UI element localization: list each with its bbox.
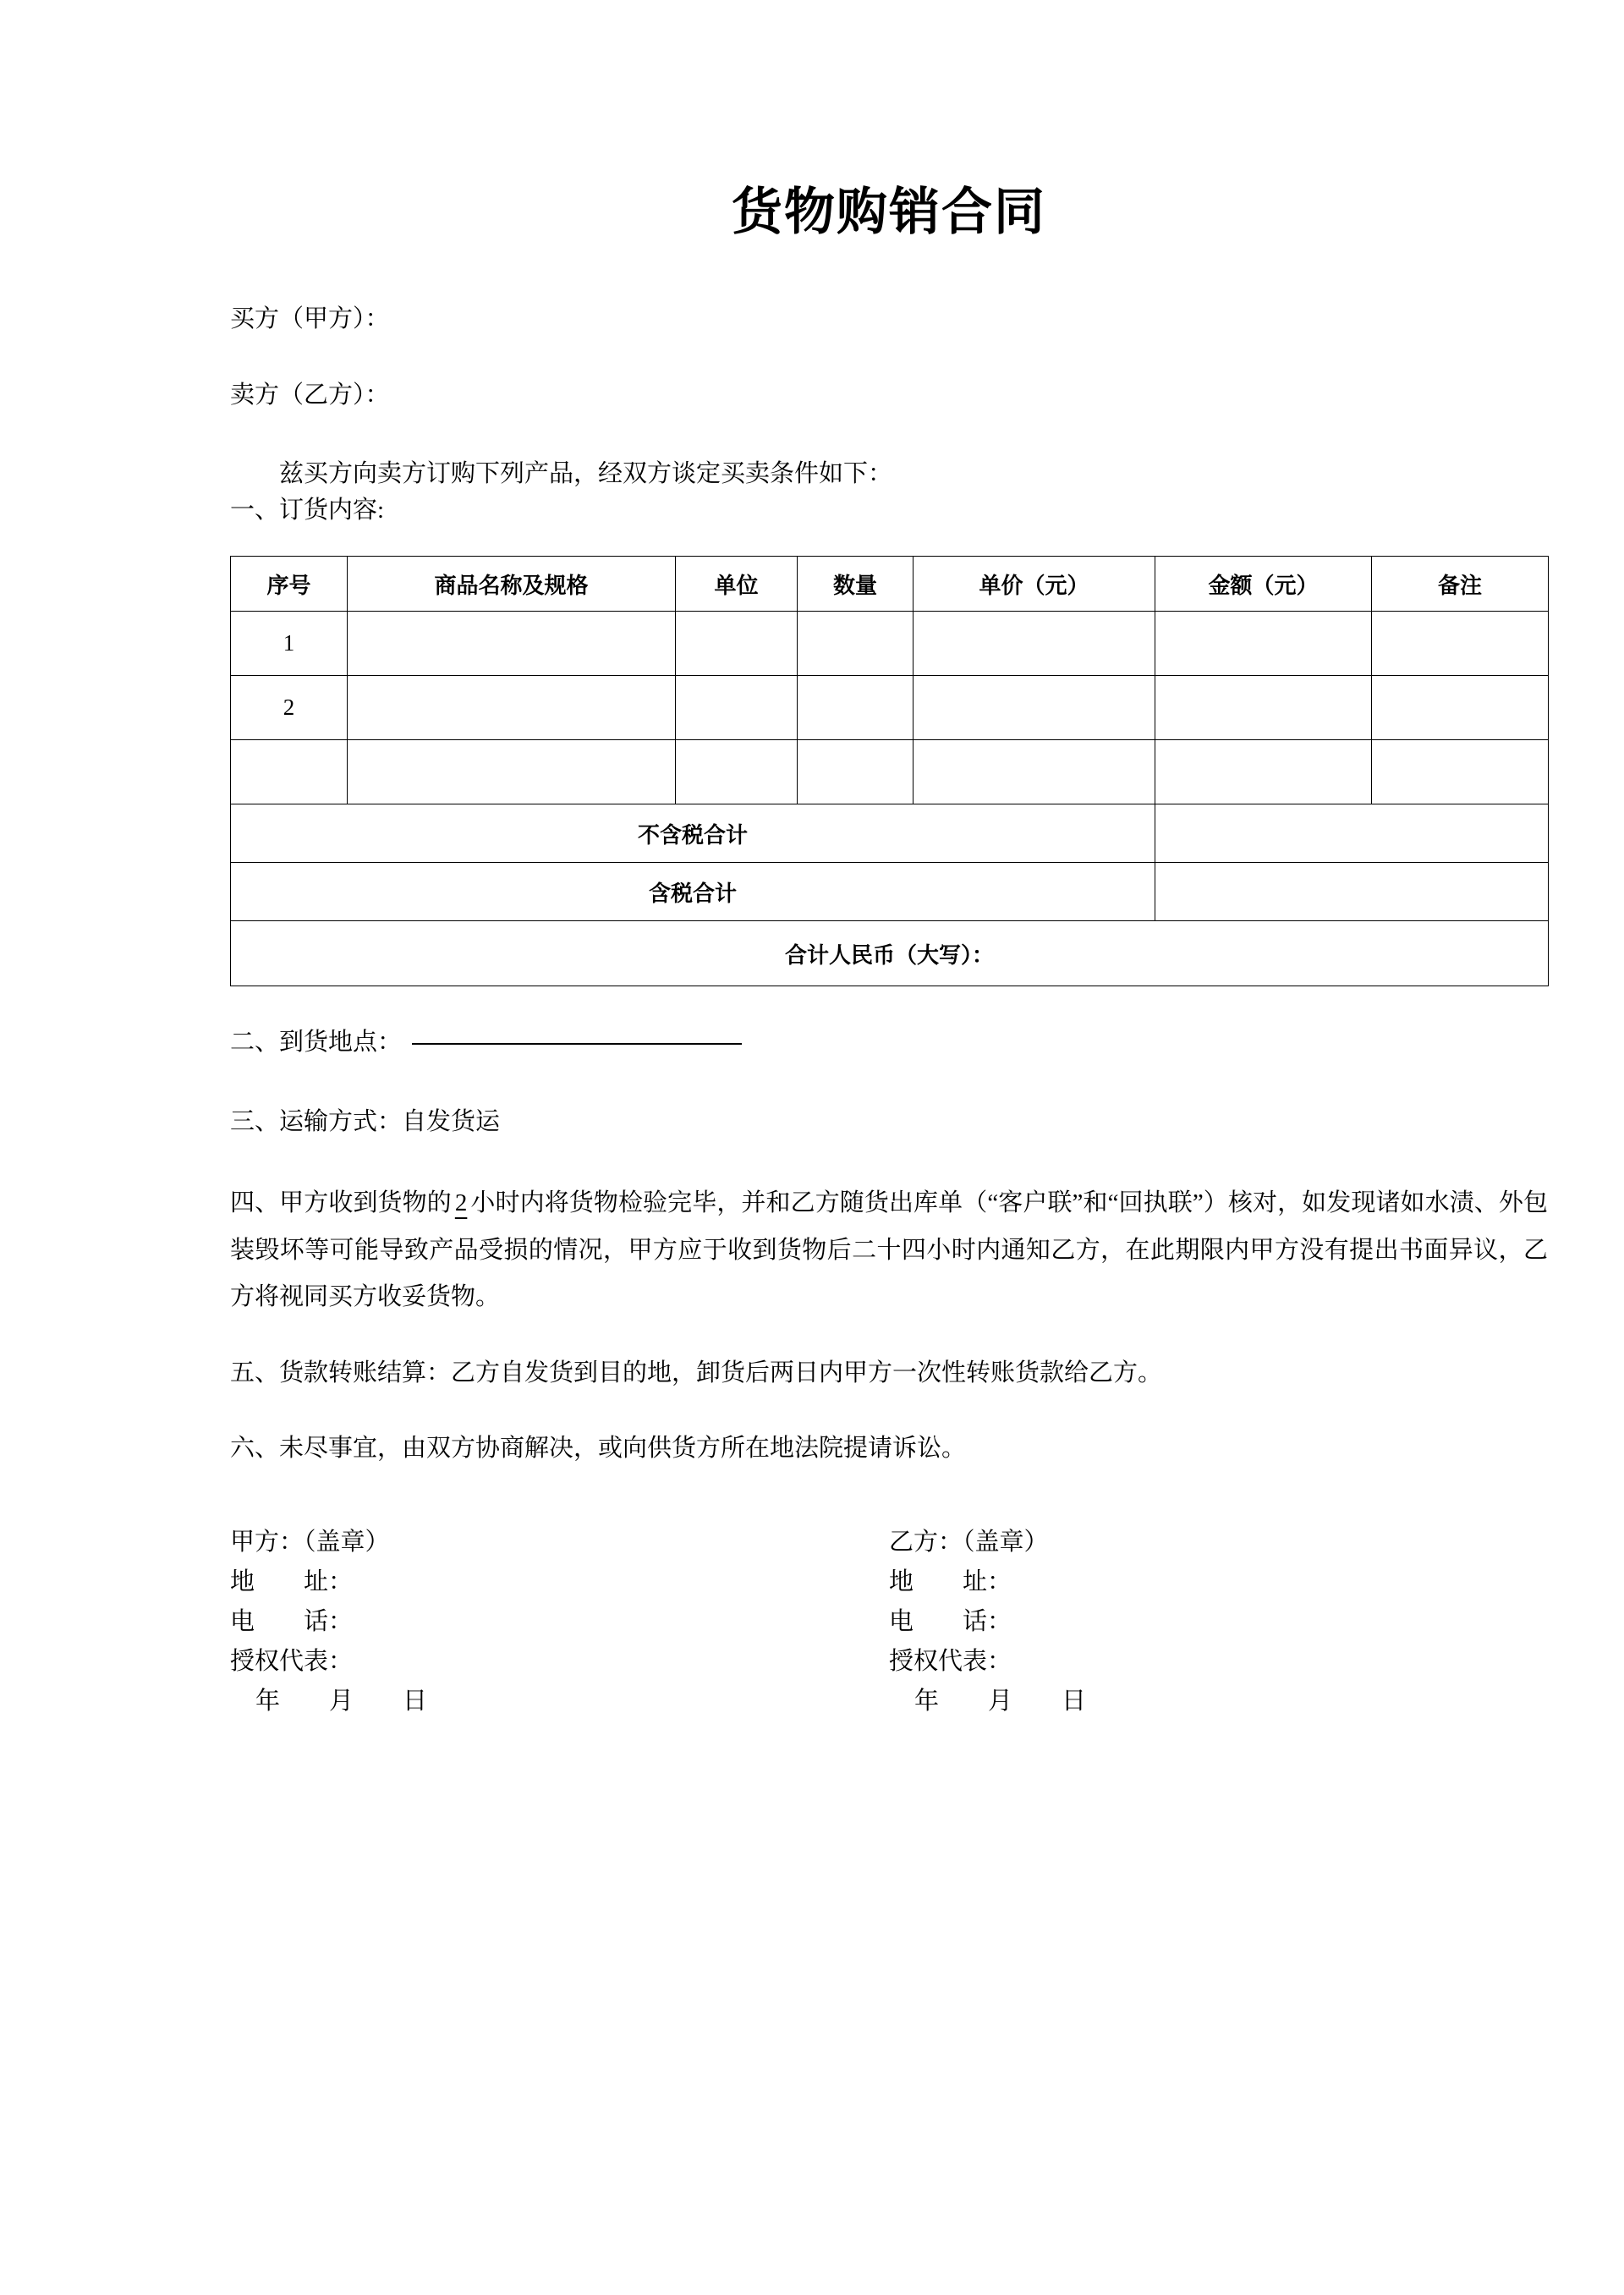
table-header-row xyxy=(231,557,1549,612)
party-a-address-label[interactable]: 地 址： xyxy=(230,1568,354,1595)
exclusive-tax-label: 不含税合计 xyxy=(231,804,1155,863)
cell-remark[interactable] xyxy=(1372,676,1549,740)
party-b-date-line[interactable]: 年 月 日 xyxy=(914,1687,1087,1715)
cell-amount[interactable] xyxy=(1155,676,1372,740)
inclusive-tax-label: 含税合计 xyxy=(231,863,1155,921)
cell-amount[interactable] xyxy=(1155,740,1372,804)
cell-qty[interactable] xyxy=(798,676,914,740)
col-header-price: 单价（元） xyxy=(914,557,1155,612)
total-row-exclusive-tax xyxy=(231,804,1549,863)
cell-qty[interactable] xyxy=(798,740,914,804)
exclusive-tax-value[interactable] xyxy=(1155,804,1549,863)
cell-qty[interactable] xyxy=(798,612,914,676)
lead-paragraph: 兹买方向卖方订购下列产品，经双方谈定买卖条件如下： xyxy=(279,459,893,487)
page-content xyxy=(230,0,1548,1721)
party-a-representative-label[interactable]: 授权代表： xyxy=(230,1647,354,1675)
signature-party-a xyxy=(230,1523,889,1721)
table-row xyxy=(231,676,1549,740)
cell-price[interactable] xyxy=(914,740,1155,804)
inspection-hours-field[interactable]: 2 xyxy=(454,1189,468,1217)
cell-seq: 2 xyxy=(231,676,348,740)
party-b-seal-label: 乙方：（盖章） xyxy=(889,1529,1049,1557)
page-title: 货物购销合同 xyxy=(732,184,1046,240)
party-a-phone-label[interactable]: 电 话： xyxy=(230,1607,354,1635)
party-a-date-line[interactable]: 年 月 日 xyxy=(255,1687,428,1715)
total-row-inclusive-tax xyxy=(231,863,1549,921)
grand-total-row xyxy=(231,921,1549,986)
party-a-seal-label: 甲方：（盖章） xyxy=(230,1529,390,1557)
clause-four xyxy=(230,1180,1548,1320)
col-header-unit: 单位 xyxy=(676,557,798,612)
col-header-amount: 金额（元） xyxy=(1155,557,1372,612)
cell-unit[interactable] xyxy=(676,676,798,740)
party-b-address-label[interactable]: 地 址： xyxy=(889,1568,1012,1595)
col-header-name: 商品名称及规格 xyxy=(348,557,676,612)
parties-block xyxy=(230,306,1548,409)
seller-line: 卖方（乙方）： xyxy=(230,381,390,409)
cell-name[interactable] xyxy=(348,612,676,676)
grand-total-label: 合计人民币（大写）： xyxy=(231,921,1549,986)
inclusive-tax-value[interactable] xyxy=(1155,863,1549,921)
cell-unit[interactable] xyxy=(676,740,798,804)
party-b-representative-label[interactable]: 授权代表： xyxy=(889,1647,1012,1675)
signature-party-b xyxy=(889,1523,1548,1721)
cell-seq: 1 xyxy=(231,612,348,676)
signature-area xyxy=(230,1523,1548,1721)
clause-six: 六、未尽事宜，由双方协商解决，或向供货方所在地法院提请诉讼。 xyxy=(230,1435,967,1463)
order-items-table xyxy=(230,556,1549,986)
table-row xyxy=(231,612,1549,676)
cell-amount[interactable] xyxy=(1155,612,1372,676)
clause-four-body: 小时内将货物检验完毕，并和乙方随货出库单（“客户联”和“回执联”）核对，如发现诸如水渍、外包装毁坏等可能导致产品受损的情况，甲方应于收到货物后二十四小时内通知乙方，在此期限内甲方没有提出书面异议，乙方将视同买方收妥货物。 xyxy=(230,1189,1548,1310)
cell-name[interactable] xyxy=(348,740,676,804)
section-one-label: 一、订货内容: xyxy=(230,497,385,524)
clause-three: 三、运输方式：自发货运 xyxy=(230,1107,501,1135)
clause-five: 五、货款转账结算：乙方自发货到目的地，卸货后两日内甲方一次性转账货款给乙方。 xyxy=(230,1359,1163,1386)
cell-price[interactable] xyxy=(914,612,1155,676)
col-header-qty: 数量 xyxy=(798,557,914,612)
cell-name[interactable] xyxy=(348,676,676,740)
clause-two xyxy=(230,1020,1548,1066)
delivery-location-field[interactable] xyxy=(412,1043,742,1045)
cell-remark[interactable] xyxy=(1372,612,1549,676)
cell-seq xyxy=(231,740,348,804)
cell-remark[interactable] xyxy=(1372,740,1549,804)
clause-four-prefix: 四、甲方收到货物的 xyxy=(230,1189,452,1217)
table-row xyxy=(231,740,1549,804)
clause-two-label: 二、到货地点： xyxy=(230,1029,403,1057)
cell-unit[interactable] xyxy=(676,612,798,676)
buyer-line: 买方（甲方）： xyxy=(230,305,390,332)
col-header-remark: 备注 xyxy=(1372,557,1549,612)
party-b-phone-label[interactable]: 电 话： xyxy=(889,1607,1012,1635)
cell-price[interactable] xyxy=(914,676,1155,740)
col-header-seq: 序号 xyxy=(231,557,348,612)
